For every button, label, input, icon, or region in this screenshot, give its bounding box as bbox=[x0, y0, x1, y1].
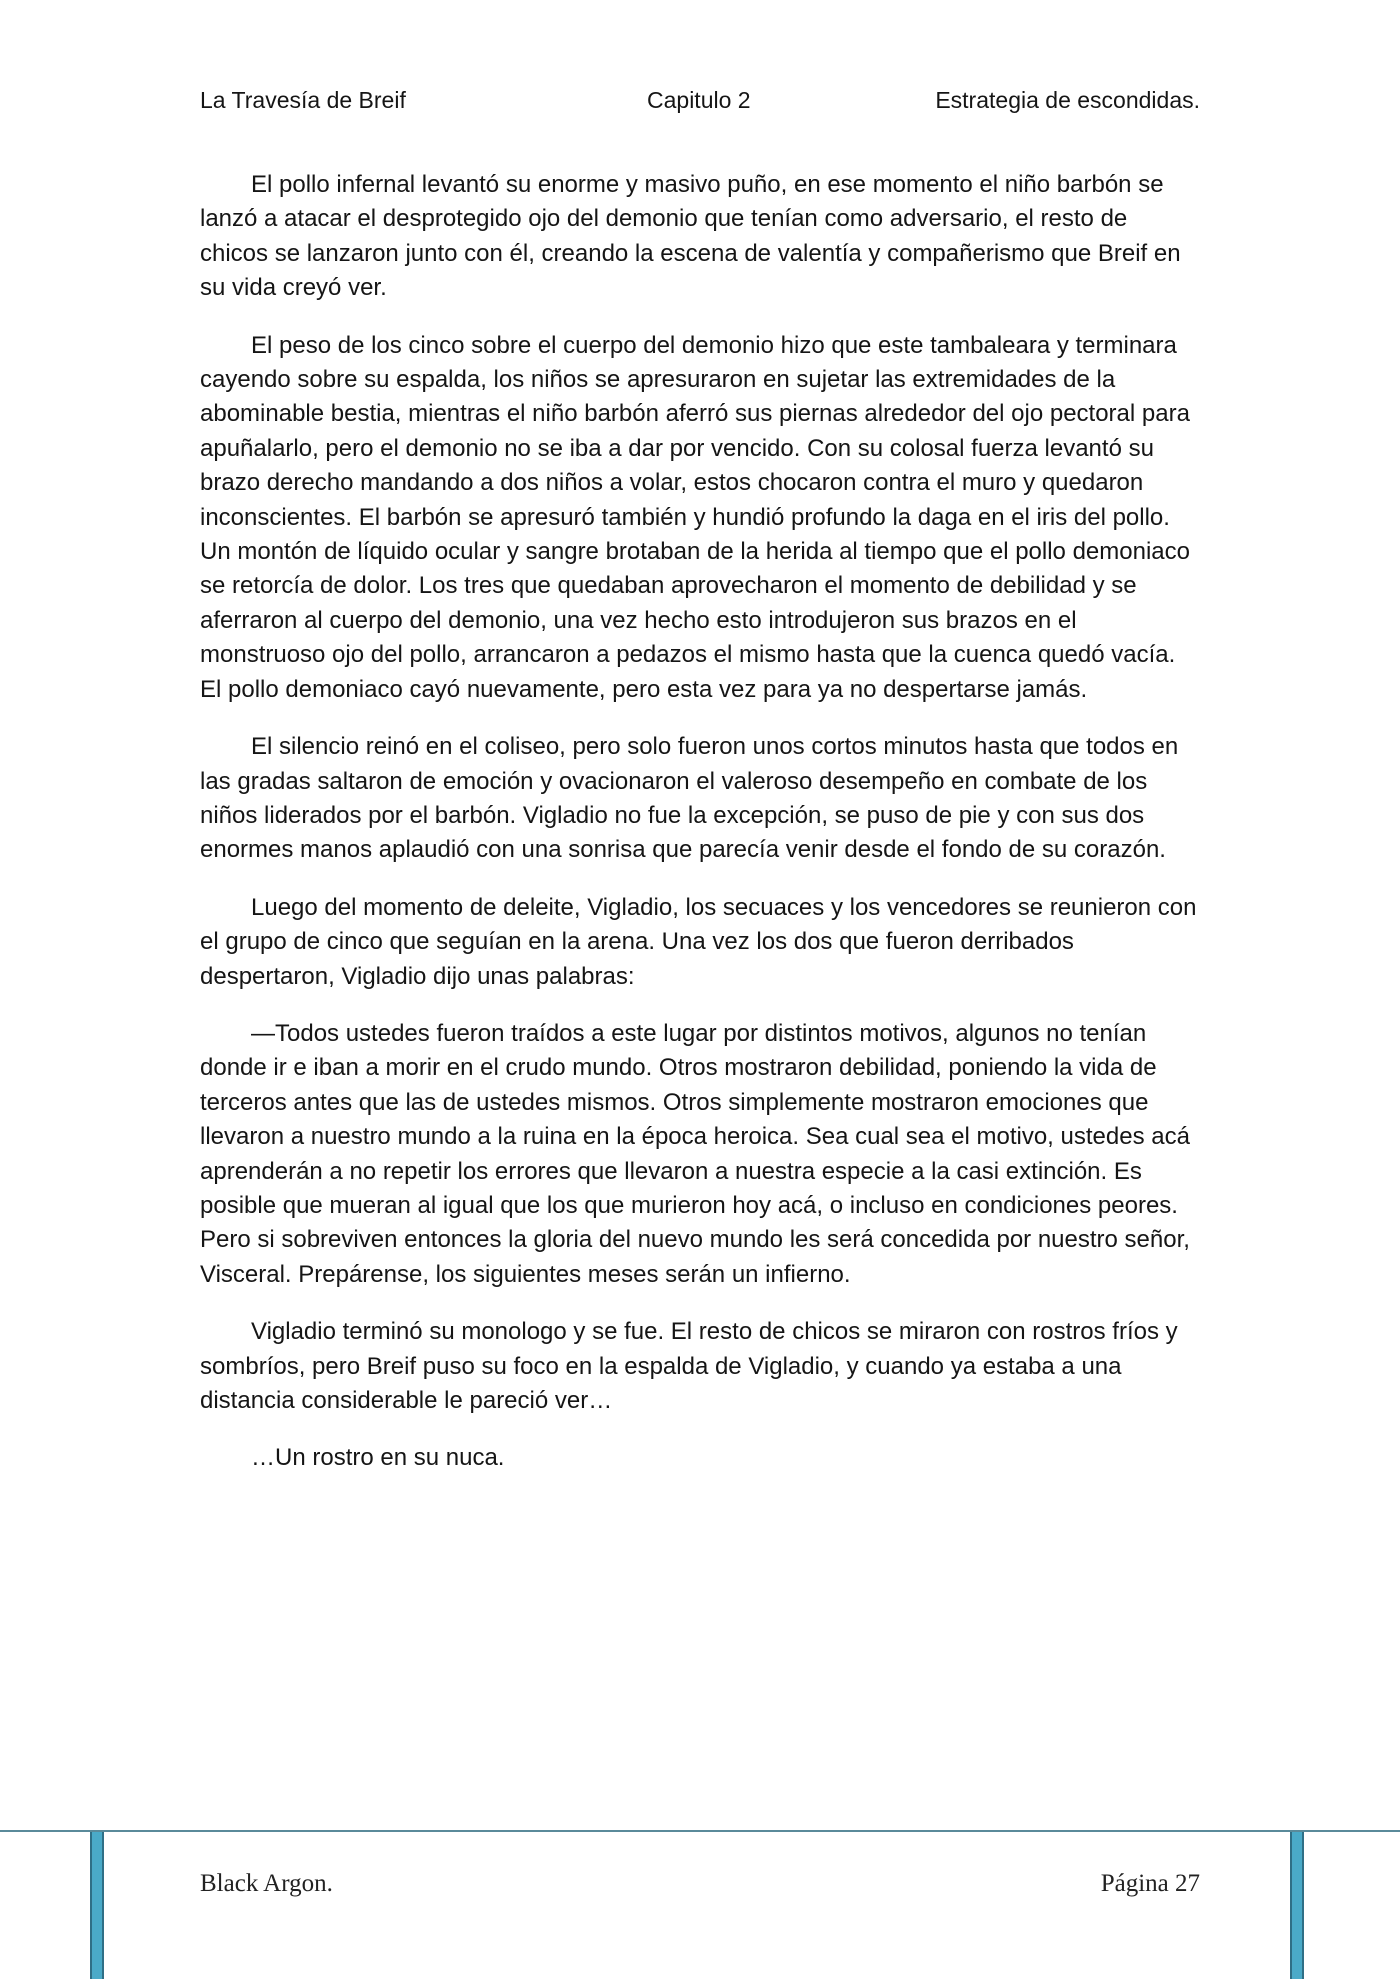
paragraph: El peso de los cinco sobre el cuerpo del demonio hizo que este tambaleara y terminara cayendo sobre su espalda, los niños se apresuraron en sujetar las extremidades de la abominable bestia, mientras el niño barbón aferró sus piernas alrededor del ojo pectoral para apuñalarlo, pero el demonio no se iba a dar por vencido. Con su colosal fuerza levantó su brazo derecho mandando a dos niños a volar, estos chocaron contra el muro y quedaron inconscientes. El barbón se apresuró también y hundió profundo la daga en el iris del pollo. Un montón de líquido ocular y sangre brotaban de la herida al tiempo que el pollo demoniaco se retorcía de dolor. Los tres que quedaban aprovecharon el momento de debilidad y se aferraron al cuerpo del demonio, una vez hecho esto introdujeron sus brazos en el monstruoso ojo del pollo, arrancaron a pedazos el mismo hasta que la cuenca quedó vacía. El pollo demoniaco cayó nuevamente, pero esta vez para ya no despertarse jamás. bbox=[200, 331, 1190, 703]
paragraph: El pollo infernal levantó su enorme y masivo puño, en ese momento el niño barbón se lanzó a atacar el desprotegido ojo del demonio que tenían como adversario, el resto de chicos se lanzaron junto con él, creando la escena de valentía y compañerismo que Breif en su vida creyó ver. bbox=[200, 171, 1181, 302]
dialogue-paragraph: —Todos ustedes fueron traídos a este lugar por distintos motivos, algunos no tenían donde ir e iban a morir en el crudo mundo. Otros mostraron debilidad, poniendo la vida de terceros antes que las de ustedes mismos. Otros simplemente mostraron emociones que llevaron a nuestro mundo a la ruina en la época heroica. Sea cual sea el motivo, ustedes acá aprenderán a no repetir los errores que llevaron a nuestra especie a la casi extinción. Es posible que mueran al igual que los que murieron hoy acá, o incluso en condiciones peores. Pero si sobreviven entonces la gloria del nuevo mundo les será concedida por nuestro señor, Visceral. Prepárense, los siguientes meses serán un infierno. bbox=[200, 1019, 1190, 1288]
header-section-title: Estrategia de escondidas. bbox=[935, 87, 1200, 113]
paragraph: Luego del momento de deleite, Vigladio, los secuaces y los vencedores se reunieron con el grupo de cinco que seguían en la arena. Una vez los dos que fueron derribados despertaron, Vigladio dijo unas palabras: bbox=[200, 893, 1197, 990]
footer-right-accent-bar bbox=[1290, 1832, 1304, 1979]
paragraph: El silencio reinó en el coliseo, pero solo fueron unos cortos minutos hasta que todos en las gradas saltaron de emoción y ovacionaron el valeroso desempeño en combate de los niños liderados por el barbón. Vigladio no fue la excepción, se puso de pie y con sus dos enormes manos aplaudió con una sonrisa que parecía venir desde el fondo de su corazón. bbox=[200, 733, 1179, 864]
closing-line: …Un rostro en su nuca. bbox=[251, 1444, 505, 1472]
page-header bbox=[200, 82, 1200, 118]
page-number: Página 27 bbox=[1100, 1870, 1200, 1897]
header-chapter: Capitulo 2 bbox=[647, 87, 751, 113]
paragraph: Vigladio terminó su monologo y se fue. El resto de chicos se miraron con rostros fríos y sombríos, pero Breif puso su foco en la espalda de Vigladio, y cuando ya estaba a una distancia considerable le pareció ver… bbox=[200, 1318, 1178, 1414]
chapter-body bbox=[200, 168, 1200, 1499]
page-footer bbox=[200, 1864, 1200, 1904]
footer-divider bbox=[0, 1830, 1400, 1832]
footer-left-accent-bar bbox=[90, 1832, 104, 1979]
header-book-title: La Travesía de Breif bbox=[200, 87, 406, 113]
footer-author: Black Argon. bbox=[200, 1870, 333, 1897]
